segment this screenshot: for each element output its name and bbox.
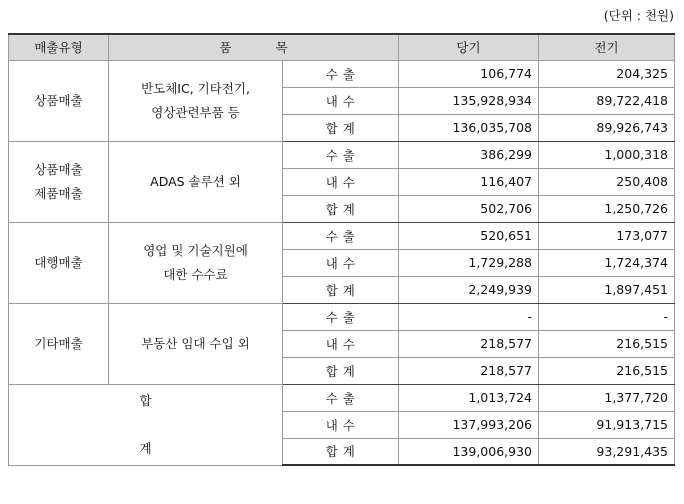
current-value: 137,993,206: [399, 411, 539, 438]
current-value: 520,651: [399, 222, 539, 249]
header-item-b: 목: [275, 40, 288, 56]
previous-value: 89,722,418: [539, 87, 675, 114]
table-row: [9, 60, 675, 87]
current-value: 2,249,939: [399, 276, 539, 303]
current-value: 116,407: [399, 168, 539, 195]
table-row: [9, 141, 675, 168]
sales-type-cell: [9, 60, 109, 141]
item-label: 대한 수수료: [163, 266, 228, 282]
previous-value: 91,913,715: [539, 411, 675, 438]
current-value: 386,299: [399, 141, 539, 168]
kind-cell: 수 출: [283, 303, 399, 330]
total-row: [9, 384, 675, 411]
sales-type-cell: [9, 303, 109, 384]
previous-value: 1,250,726: [539, 195, 675, 222]
kind-cell: 수 출: [283, 141, 399, 168]
previous-value: 1,897,451: [539, 276, 675, 303]
item-label: 부동산 임대 수입 외: [141, 335, 250, 351]
kind-cell: 내 수: [283, 411, 399, 438]
item-cell: [109, 222, 283, 303]
header-item-a: 품: [219, 40, 232, 56]
kind-cell: 내 수: [283, 168, 399, 195]
header-current: 당기: [399, 34, 539, 60]
table-row: [9, 222, 675, 249]
sales-type-label: 상품매출: [34, 92, 83, 108]
header-type: 매출유형: [9, 34, 109, 60]
header-row: [9, 34, 675, 60]
previous-value: 250,408: [539, 168, 675, 195]
previous-value: 93,291,435: [539, 438, 675, 465]
current-value: 1,729,288: [399, 249, 539, 276]
previous-value: 89,926,743: [539, 114, 675, 141]
sales-type-label: 대행매출: [34, 254, 83, 270]
sales-type-cell: [9, 222, 109, 303]
previous-value: 1,724,374: [539, 249, 675, 276]
table-row: [9, 303, 675, 330]
current-value: 106,774: [399, 60, 539, 87]
kind-cell: 합 계: [283, 195, 399, 222]
current-value: 139,006,930: [399, 438, 539, 465]
kind-cell: 합 계: [283, 114, 399, 141]
current-value: 136,035,708: [399, 114, 539, 141]
sales-table: [8, 33, 675, 466]
kind-cell: 합 계: [283, 276, 399, 303]
item-label: ADAS 솔루션 외: [150, 173, 241, 189]
current-value: 218,577: [399, 330, 539, 357]
item-cell: [109, 303, 283, 384]
total-label-b: 계: [139, 440, 152, 456]
kind-cell: 합 계: [283, 438, 399, 465]
previous-value: 1,000,318: [539, 141, 675, 168]
previous-value: -: [539, 303, 675, 330]
previous-value: 216,515: [539, 357, 675, 384]
current-value: 135,928,934: [399, 87, 539, 114]
previous-value: 173,077: [539, 222, 675, 249]
item-label: 반도체IC, 기타전기,: [141, 80, 250, 96]
sales-type-cell: [9, 141, 109, 222]
previous-value: 216,515: [539, 330, 675, 357]
total-label: [9, 389, 282, 461]
kind-cell: 수 출: [283, 222, 399, 249]
kind-cell: 수 출: [283, 60, 399, 87]
current-value: 1,013,724: [399, 384, 539, 411]
sales-type-label: 상품매출: [34, 161, 83, 177]
previous-value: 204,325: [539, 60, 675, 87]
header-item: [109, 34, 399, 60]
total-label-cell: [9, 384, 283, 465]
item-label: 영상관련부품 등: [151, 104, 240, 120]
item-cell: [109, 60, 283, 141]
current-value: -: [399, 303, 539, 330]
item-cell: [109, 141, 283, 222]
kind-cell: 내 수: [283, 249, 399, 276]
previous-value: 1,377,720: [539, 384, 675, 411]
item-label: 영업 및 기술지원에: [143, 242, 248, 258]
kind-cell: 내 수: [283, 87, 399, 114]
kind-cell: 수 출: [283, 384, 399, 411]
header-previous: 전기: [539, 34, 675, 60]
current-value: 502,706: [399, 195, 539, 222]
total-label-a: 합: [139, 392, 152, 408]
sales-type-label: 기타매출: [34, 335, 83, 351]
current-value: 218,577: [399, 357, 539, 384]
unit-note: (단위 : 천원): [603, 8, 674, 23]
kind-cell: 내 수: [283, 330, 399, 357]
sales-type-label: 제품매출: [34, 185, 83, 201]
kind-cell: 합 계: [283, 357, 399, 384]
